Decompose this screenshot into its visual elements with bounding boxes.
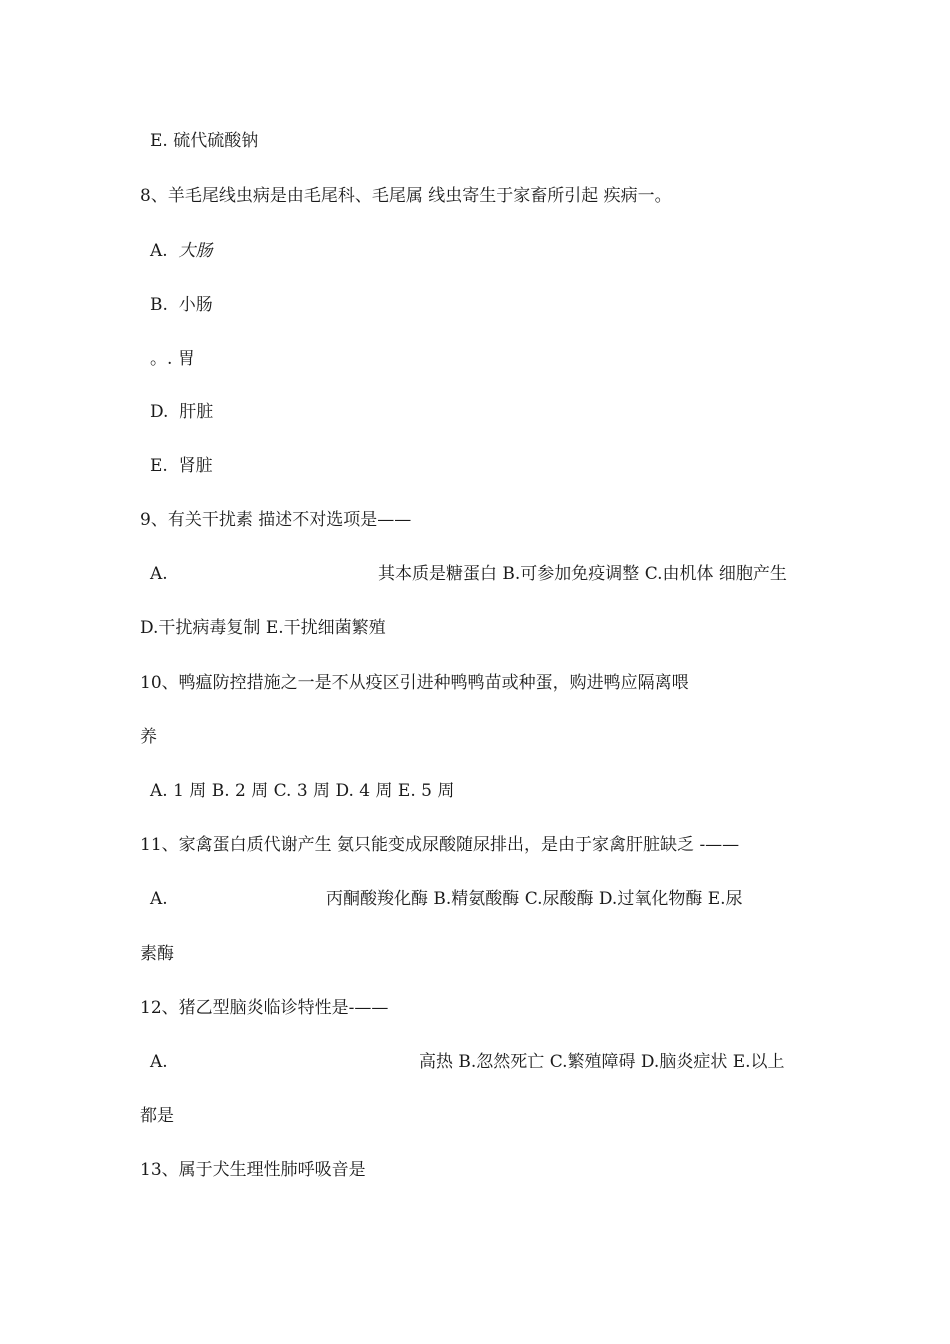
option-letter: A. [150, 241, 168, 261]
q8-option-e [150, 455, 213, 477]
option-letter: D. [150, 402, 169, 422]
option-text: 肝脏 [179, 402, 214, 422]
option-text: 小肠 [178, 295, 213, 315]
q10-question-line2: 养 [140, 727, 157, 747]
q12-options-letter: A. [150, 1052, 168, 1072]
q10-options: A. 1 周 B. 2 周 C. 3 周 D. 4 周 E. 5 周 [150, 781, 455, 801]
q11-options-line2: 素酶 [140, 944, 174, 964]
q8-option-c [150, 348, 195, 370]
q12-options-line2: 都是 [140, 1106, 174, 1126]
option-text: 胃 [177, 349, 195, 369]
q12-question: 12、猪乙型脑炎临诊特性是-—— [140, 998, 389, 1018]
q9-question: 9、有关干扰素 描述不对选项是—— [140, 510, 412, 530]
q11-options-letter: A. [150, 889, 168, 909]
option-text: 大肠 [178, 241, 213, 261]
q8-question: 8、羊毛尾线虫病是由毛尾科、毛尾属 线虫寄生于家畜所引起 疾病一。 [140, 186, 672, 206]
q10-question-line1: 10、鸭瘟防控措施之一是不从疫区引进种鸭鸭苗或种蛋，购进鸭应隔离喂 [140, 673, 689, 693]
option-letter: 。. [150, 349, 173, 369]
option-letter: E. [150, 456, 168, 476]
q12-options-line1: 高热 B.忽然死亡 C.繁殖障碍 D.脑炎症状 E.以上 [419, 1052, 785, 1072]
q9-options-letter: A. [150, 564, 168, 584]
option-letter: B. [150, 295, 168, 315]
q9-options-line1: 其本质是糖蛋白 B.可参加免疫调整 C.由机体 细胞产生 [378, 564, 787, 584]
q13-question: 13、属于犬生理性肺呼吸音是 [140, 1160, 366, 1180]
q9-options-line2: D.干扰病毒复制 E.干扰细菌繁殖 [140, 618, 386, 638]
q7-option-e: E. 硫代硫酸钠 [150, 131, 259, 151]
q11-question: 11、家禽蛋白质代谢产生 氨只能变成尿酸随尿排出，是由于家禽肝脏缺乏 -—— [140, 835, 740, 855]
q8-option-d [150, 401, 213, 423]
q11-options-line1: 丙酮酸羧化酶 B.精氨酸酶 C.尿酸酶 D.过氧化物酶 E.尿 [326, 889, 743, 909]
option-text: 肾脏 [178, 456, 213, 476]
q8-option-a [150, 240, 213, 262]
q8-option-b [150, 294, 213, 316]
